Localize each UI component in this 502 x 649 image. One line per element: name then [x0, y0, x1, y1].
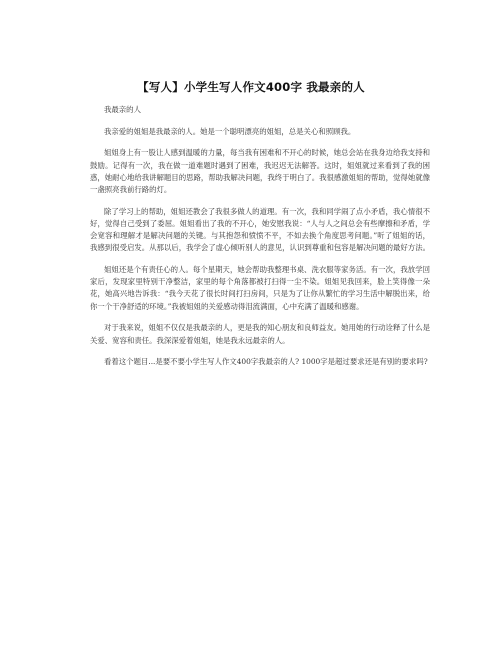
- paragraph: 姐姐还是个有责任心的人。每个星期天，她会帮助我整理书桌、洗衣服等家务活。有一次，我放学回家后，发现家里特别干净整洁，家里的每个角落都被打扫得一尘不染。姐姐见我回来，脸上笑得像一朵花，她高兴地告诉我：“我今天花了很长时间打扫房间，只是为了让你从繁忙的学习生活中解脱出来，给你一个干净舒适的环境。”我被姐姐的关爱感动得泪流满面，心中充满了温暖和感谢。: [90, 265, 430, 311]
- paragraph: 我亲爱的姐姐是我最亲的人。她是一个聪明漂亮的姐姐，总是关心和照顾我。: [104, 126, 356, 136]
- paragraph: 姐姐身上有一股让人感到温暖的力量，每当我有困难和不开心的时候，她总会站在我身边给我支持和鼓励。记得有一次，我在做一道难题时遇到了困难，我迟迟无法解答。这时，姐姐就过来看到了我的困惑，她耐心地给我讲解题目的思路，帮助我解决问题，我终于明白了。我很感激姐姐的帮助，觉得她就像一盏照亮我前行路的灯。: [90, 148, 430, 195]
- paragraph: 除了学习上的帮助，姐姐还教会了我很多做人的道理。有一次，我和同学闹了点小矛盾，我心情很不好，觉得自己受到了委屈。姐姐看出了我的不开心，她安慰我说：“人与人之间总会有些摩擦和矛盾，学会宽容和理解才是解决问题的关键。与其抱怨和愤愤不平，不如去换个角度思考问题。”听了姐姐的话，我感到很受启发。从那以后，我学会了虚心倾听别人的意见，认识到尊重和包容是解决问题的最好方法。: [90, 206, 430, 253]
- footer-question: 看着这个题目...是要不要小学生写人作文400字我最亲的人? 1000字是超过要求还是有别的要求吗?: [104, 357, 428, 367]
- document-body: [90, 104, 430, 378]
- paragraph: 对于我来说，姐姐不仅仅是我最亲的人，更是我的知心朋友和良师益友。她用她的行动诠释了什么是关爱、宽容和责任。我深深爱着姐姐，她是我永远最亲的人。: [90, 323, 430, 345]
- paragraph-heading: 我最亲的人: [104, 105, 141, 114]
- document-title: 【写人】小学生写人作文400字 我最亲的人: [137, 80, 365, 94]
